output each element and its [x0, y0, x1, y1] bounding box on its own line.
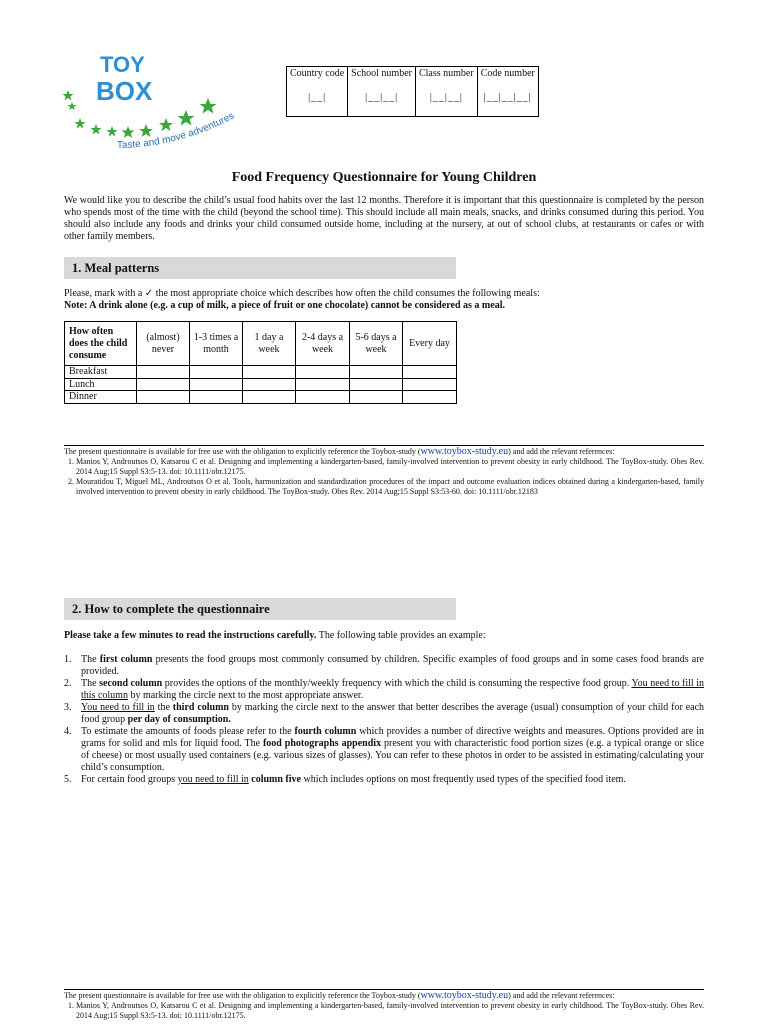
answer-cell[interactable] — [243, 366, 296, 379]
school-number-cell[interactable]: School number |__|__| — [348, 67, 416, 117]
answer-cell[interactable] — [243, 391, 296, 404]
table-row — [65, 391, 457, 404]
answer-cell[interactable] — [137, 366, 190, 379]
answer-cell[interactable] — [190, 391, 243, 404]
instruction-step — [64, 702, 704, 726]
row-label: Dinner — [65, 391, 137, 404]
step-number: 5. — [64, 774, 72, 785]
class-number-cell[interactable]: Class number |__|__| — [415, 67, 477, 117]
country-code-cell[interactable]: Country code |__| — [287, 67, 348, 117]
section-heading-meal-patterns: 1. Meal patterns — [64, 257, 456, 279]
answer-cell[interactable] — [350, 366, 403, 379]
column-header: 5-6 days a week — [350, 322, 403, 366]
code-table — [286, 66, 539, 117]
answer-cell[interactable] — [190, 366, 243, 379]
logo-tagline: Taste and move adventures — [116, 110, 237, 152]
table-row — [65, 378, 457, 391]
refs-tail: ) and add the relevant references: — [508, 447, 615, 456]
step-number: 4. — [64, 726, 72, 737]
answer-cell[interactable] — [403, 366, 457, 379]
step-text: first column — [99, 654, 153, 665]
step-text: To estimate the amounts of foods please refer to the — [81, 726, 295, 737]
refs-lead: The present questionnaire is available for free use with the obligation to explicitly reference the Toybox-study ( — [64, 447, 421, 456]
step-number: 3. — [64, 702, 72, 713]
footer-divider — [64, 989, 704, 990]
step-text: The — [81, 654, 100, 665]
logo-line2: BOX — [96, 76, 153, 106]
page-title: Food Frequency Questionnaire for Young Children — [231, 170, 537, 185]
reference-item: 1. Manios Y, Androutsos O, Katsarou C et al. Designing and implementing a kindergarten-based, family-involved intervention to prevent obesity in early childhood. The ToyBox-study. Obes Rev. 2014 Aug;15 Suppl S3:5-13. doi: 10.1111/obr.12175. — [76, 1001, 704, 1021]
step-text: you need to fill in — [177, 774, 249, 785]
reference-item: 2. Mouratidou T, Miguel ML, Androutsos O et al. Tools, harmonization and standardization procedures of the impact and outcome evaluation indices obtained during a kindergarten-based, family involved intervention to prevent obesity in early childhood. The ToyBox-study. Obes Rev. 2014 Aug;15 Suppl S3:53-60. doi: 10.1111/obr.12183 — [76, 477, 704, 497]
step-text: which provides a number of directive weights and measures. Options provided are in grams for solid and mls for liquid food. The — [81, 726, 704, 749]
instruction-steps — [64, 654, 704, 786]
column-header: 2-4 days a week — [296, 322, 350, 366]
step-text: provides the options of the monthly/weekly frequency with which the child is consuming the respective food group. — [162, 678, 632, 689]
refs-tail: ) and add the relevant references: — [508, 991, 615, 1000]
step-number: 1. — [64, 654, 72, 665]
instructions-intro — [64, 630, 704, 642]
toybox-logo — [62, 48, 242, 158]
references-block — [64, 447, 704, 497]
answer-cell[interactable] — [137, 391, 190, 404]
step-text: which includes options on most frequently used types of the specified food item. — [300, 774, 626, 785]
column-header: 1 day a week — [243, 322, 296, 366]
answer-cell[interactable] — [243, 378, 296, 391]
answer-cell[interactable] — [296, 366, 350, 379]
step-text: the — [154, 702, 173, 713]
reference-divider — [64, 445, 704, 446]
row-label: Lunch — [65, 378, 137, 391]
row-label: Breakfast — [65, 366, 137, 379]
answer-cell[interactable] — [403, 378, 457, 391]
answer-cell[interactable] — [350, 391, 403, 404]
step-text: second column — [99, 678, 163, 689]
code-number-cell[interactable]: Code number |__|__|__| — [477, 67, 538, 117]
column-header: Every day — [403, 322, 457, 366]
step-text: by marking the circle next to the answer that better describes the average (usual) consumption of your child for each food group — [81, 702, 705, 725]
instructions-intro-rest: The following table provides an example: — [316, 630, 486, 641]
step-text: You need to fill in this column — [81, 678, 705, 701]
toybox-link[interactable]: www.toybox-study.eu — [420, 990, 509, 1001]
step-text: by marking the circle next to the most appropriate answer. — [127, 690, 364, 701]
instructions-intro-bold: Please take a few minutes to read the instructions carefully. — [64, 630, 317, 641]
step-text: third column — [172, 702, 229, 713]
step-text: per day of consumption. — [127, 714, 231, 725]
meal-frequency-table — [64, 321, 457, 404]
answer-cell[interactable] — [403, 391, 457, 404]
instruction-step — [64, 678, 704, 702]
step-text: The — [81, 678, 100, 689]
instruction-step — [64, 726, 704, 774]
meal-note: Note: A drink alone (e.g. a cup of milk, a piece of fruit or one chocolate) cannot be considered as a meal. — [64, 300, 505, 311]
step-text: You need to fill in — [81, 702, 155, 713]
toybox-link[interactable]: www.toybox-study.eu — [420, 446, 509, 457]
step-text: column five — [251, 774, 301, 785]
step-text: presents the food groups most commonly consumed by children. Specific examples of food groups and in some cases food brands are provided. — [81, 654, 704, 677]
step-text: fourth column — [294, 726, 357, 737]
step-text: food photographs appendix — [262, 738, 382, 749]
answer-cell[interactable] — [190, 378, 243, 391]
refs-lead: The present questionnaire is available for free use with the obligation to explicitly reference the Toybox-study ( — [64, 991, 421, 1000]
intro-paragraph: We would like you to describe the child’s usual food habits over the last 12 months. Therefore it is important that this questionnaire is completed by the person who spends most of the time with the child (beyond the school time). This should include all main meals, snacks, and drinks consumed during this period. You should also include any foods and drinks your child consumed outside home, including at the nursery, at out of school clubs, at restaurants or cafes or with other family members. — [64, 195, 704, 242]
column-header: (almost) never — [137, 322, 190, 366]
section-heading-how-to-complete: 2. How to complete the questionnaire — [64, 598, 456, 620]
meal-instruction: Please, mark with a ✓ the most appropriate choice which describes how often the child consumes the following meals: — [64, 288, 540, 299]
svg-text:Taste and move adventures — [117, 110, 236, 151]
column-header: 1-3 times a month — [190, 322, 243, 366]
logo-line1: TOY — [100, 52, 145, 77]
answer-cell[interactable] — [137, 378, 190, 391]
instruction-step — [64, 774, 704, 786]
step-text: present you with characteristic food portion sizes (e.g. a typical orange or slice of cheese) or most usually used containers (e.g. various sizes of glasses). You can refer to these photos in order to be assisted in estimating/calculating your child’s consumption. — [81, 738, 705, 773]
answer-cell[interactable] — [296, 378, 350, 391]
table-header-first: How often does the child consume — [65, 322, 137, 366]
footer-references — [64, 991, 704, 1021]
table-row — [65, 366, 457, 379]
reference-item: 1. Manios Y, Androutsos O, Katsarou C et al. Designing and implementing a kindergarten-based, family-involved intervention to prevent obesity in early childhood. The ToyBox-study. Obes Rev. 2014 Aug;15 Suppl S3:5-13. doi: 10.1111/obr.12175. — [76, 457, 704, 477]
instruction-step — [64, 654, 704, 678]
step-number: 2. — [64, 678, 72, 689]
answer-cell[interactable] — [350, 378, 403, 391]
answer-cell[interactable] — [296, 391, 350, 404]
step-text: For certain food groups — [81, 774, 178, 785]
